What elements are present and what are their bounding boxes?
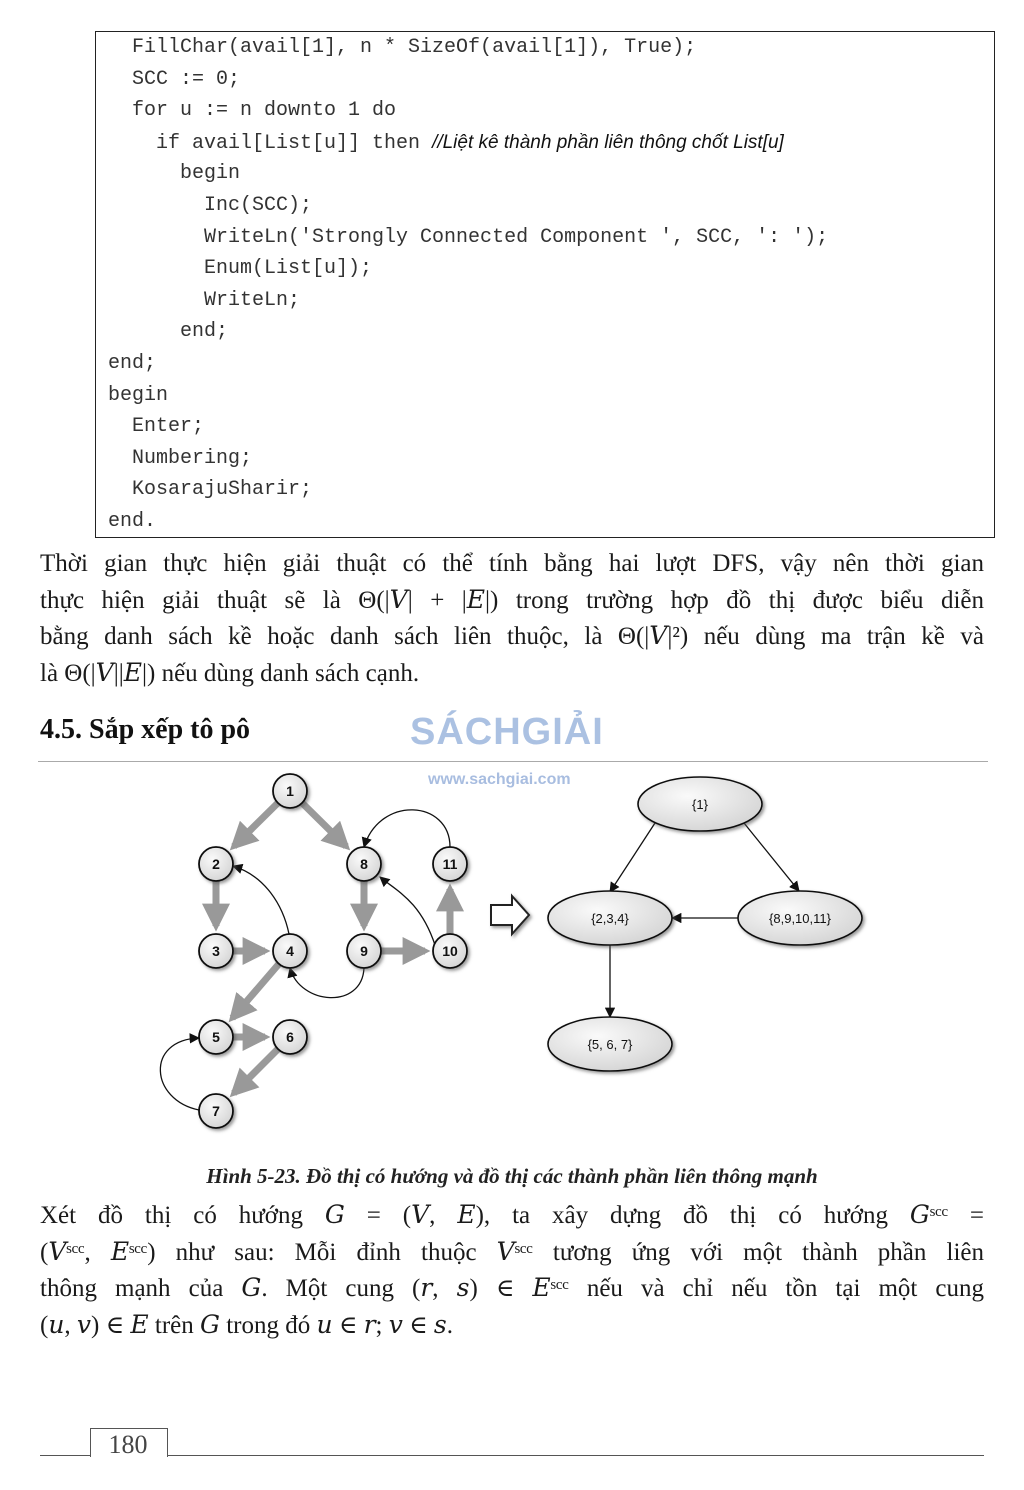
- code-text: SCC := 0;: [108, 67, 241, 91]
- graph-node-4: [273, 934, 307, 968]
- figure-caption: Hình 5-23. Đồ thị có hướng và đồ thị các thành phần liên thông mạnh: [206, 1164, 818, 1188]
- code-line: [108, 289, 300, 313]
- scc-node: [738, 891, 862, 945]
- paragraph-line: Xét đồ thị có hướng 𝐺 = (𝑉, 𝐸), ta xây dựng đồ thị có hướng 𝐺ˢᶜᶜ =: [40, 1202, 984, 1229]
- scc-node: [548, 891, 672, 945]
- paragraph-line: thực hiện giải thuật sẽ là Θ(|𝑉| + |𝐸|) trong trường hợp đồ thị được biểu diễn: [40, 586, 984, 614]
- code-line: [108, 131, 784, 156]
- code-text: WriteLn('Strongly Connected Component ', SCC, ': ');: [108, 225, 829, 249]
- code-line: [108, 99, 396, 123]
- code-line: [108, 320, 228, 344]
- graph-node-label: 2: [212, 856, 220, 872]
- graph-node-label: 8: [360, 856, 368, 872]
- code-line: [108, 384, 168, 408]
- scc-node: [548, 1017, 672, 1071]
- page-number: 180: [108, 1430, 148, 1459]
- code-line: [108, 36, 696, 60]
- scc-node: [638, 777, 762, 831]
- code-listing: [95, 31, 995, 538]
- code-text: Numbering;: [108, 446, 253, 470]
- paragraph-line: thông mạnh của 𝐺. Một cung (𝑟, 𝑠) ∈ 𝐸ˢᶜᶜ nếu và chỉ nếu tồn tại một cung: [40, 1275, 984, 1302]
- code-line: [108, 447, 252, 471]
- edge-10-8: [380, 877, 435, 945]
- edge-11-8: [364, 810, 450, 847]
- graph-node-label: 1: [286, 783, 294, 799]
- edge-4-2: [233, 866, 289, 934]
- paragraph-line: (𝑢, 𝑣) ∈ 𝐸 trên 𝐺 trong đó 𝑢 ∈ 𝑟; 𝑣 ∈ 𝑠.: [40, 1311, 453, 1339]
- graph-node-9: [347, 934, 381, 968]
- code-text: end.: [108, 510, 157, 533]
- transform-arrow-icon: [491, 896, 529, 934]
- scc-node-label: {5, 6, 7}: [587, 1037, 633, 1052]
- paragraph-complexity: [40, 546, 984, 692]
- scc-node-label: {1}: [692, 797, 708, 812]
- code-text: FillChar(avail[1], n * SizeOf(avail[1]), True);: [108, 36, 697, 59]
- paragraph-line: là Θ(|𝑉||𝐸|) nếu dùng danh sách cạnh.: [40, 659, 420, 687]
- edge-4-5: [232, 964, 279, 1018]
- edge-7-5: [160, 1038, 199, 1110]
- code-text: WriteLn;: [108, 288, 301, 312]
- edge-1-8: [302, 803, 346, 847]
- code-line: [108, 510, 156, 534]
- code-text: for u := n downto 1 do: [108, 99, 397, 123]
- code-line: [108, 68, 240, 92]
- scc-node-label: {2,3,4}: [591, 911, 629, 926]
- section-heading: 4.5. Sắp xếp tô pô: [40, 714, 251, 745]
- code-line: [108, 162, 240, 186]
- code-line: [108, 415, 204, 439]
- scc-graph-nodes: [548, 777, 862, 1071]
- paragraph-scc-definition: [40, 1198, 984, 1344]
- graph-node-10: [433, 934, 467, 968]
- graph-node-3: [199, 934, 233, 968]
- graph-node-6: [273, 1020, 307, 1054]
- code-text: Enum(List[u]);: [108, 257, 373, 281]
- code-text: end;: [108, 320, 229, 344]
- code-text: if avail[List[u]] then: [108, 131, 433, 155]
- edge-9-4: [290, 968, 364, 998]
- code-text: Enter;: [108, 415, 205, 439]
- graph-node-label: 9: [360, 943, 368, 959]
- code-text: begin: [108, 162, 241, 186]
- footer-rule: [40, 1455, 984, 1456]
- code-comment: //Liệt kê thành phần liên thông chốt List[u]: [432, 131, 784, 153]
- paragraph-line: Thời gian thực hiện giải thuật có thể tính bằng hai lượt DFS, vậy nên thời gian: [40, 550, 984, 577]
- code-line: [108, 352, 156, 376]
- graph-node-7: [199, 1094, 233, 1128]
- graph-node-1: [273, 774, 307, 808]
- graph-node-label: 5: [212, 1029, 220, 1045]
- watermark-logo: SÁCHGIẢI: [410, 711, 604, 753]
- code-line: [108, 478, 312, 502]
- graph-node-label: 6: [286, 1029, 294, 1045]
- code-text: Inc(SCC);: [108, 194, 313, 217]
- edge-1-2: [234, 803, 278, 847]
- figure-graphs: [0, 760, 1024, 1160]
- code-text: KosarajuSharir;: [108, 478, 313, 502]
- scc-edge: [610, 823, 655, 892]
- scc-edge: [744, 823, 799, 891]
- graph-node-label: 3: [212, 943, 220, 959]
- graph-node-label: 7: [212, 1103, 220, 1119]
- graph-node-11: [433, 847, 467, 881]
- graph-node-label: 4: [286, 943, 294, 959]
- code-line: [108, 226, 828, 250]
- code-line: [108, 194, 312, 218]
- code-text: begin: [108, 383, 169, 407]
- graph-node-label: 10: [442, 943, 458, 959]
- paragraph-line: (𝑉ˢᶜᶜ, 𝐸ˢᶜᶜ) như sau: Mỗi đỉnh thuộc 𝑉ˢᶜᶜ tương ứng với một thành phần liên: [40, 1238, 984, 1266]
- scc-node-label: {8,9,10,11}: [769, 911, 831, 926]
- graph-figure-svg: [0, 760, 1024, 1160]
- graph-node-label: 11: [442, 856, 458, 872]
- graph-node-8: [347, 847, 381, 881]
- watermark-url: www.sachgiai.com: [428, 771, 571, 788]
- graph-node-2: [199, 847, 233, 881]
- edge-6-7: [234, 1049, 278, 1093]
- paragraph-line: bằng danh sách kề hoặc danh sách liên thuộc, là Θ(|𝑉|²) nếu dùng ma trận kề và: [40, 623, 984, 650]
- code-line: [108, 257, 372, 281]
- graph-node-5: [199, 1020, 233, 1054]
- code-text: end;: [108, 352, 157, 375]
